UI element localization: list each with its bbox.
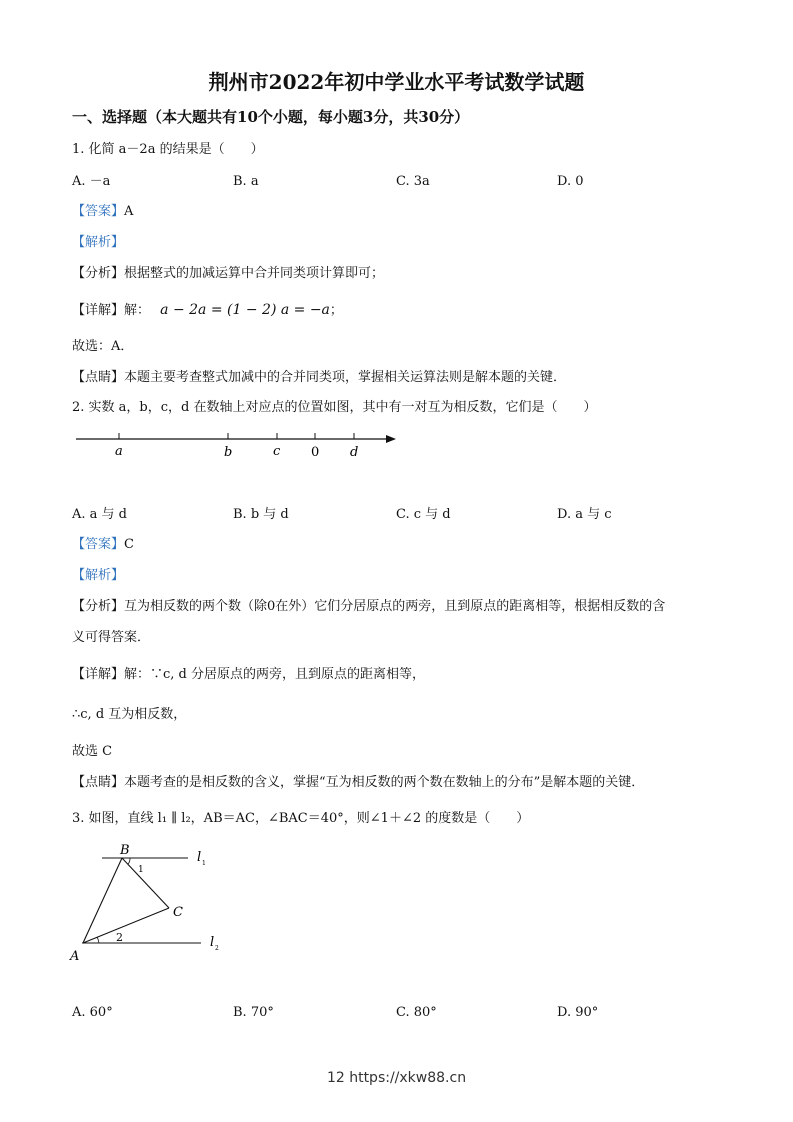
axis-label-c: c (273, 444, 281, 459)
answer-value: C (124, 537, 134, 552)
q1-guxuan: 故选：A． (72, 339, 134, 354)
label-a: A (70, 949, 80, 964)
fenxi-tag: 【分析】 (72, 266, 125, 281)
q1-option-d: D. 0 (557, 174, 584, 189)
dianjing-tag: 【点睛】 (72, 370, 125, 385)
angle-2-arc (97, 937, 99, 943)
q2-guxuan: 故选 C (72, 744, 113, 759)
q2-fenxi-line1 (72, 597, 665, 617)
dianjing-tag: 【点睛】 (72, 775, 125, 790)
xiangjie-math: a − 2a = (1 − 2) a = −a (160, 302, 330, 318)
q2-dianjing (72, 773, 644, 793)
q2-option-b: B. b 与 d (233, 507, 289, 522)
answer-value: A (124, 204, 134, 219)
page-footer: 12 https://xkw88.cn (326, 1070, 467, 1086)
q2-xiangjie (72, 665, 425, 685)
q3-option-a: A. 60° (72, 1005, 113, 1020)
q2-fenxi-line2: 义可得答案． (72, 630, 151, 645)
q3-option-c: C. 80° (396, 1005, 437, 1020)
q2-option-d: D. a 与 c (557, 507, 612, 522)
label-l2: l (210, 935, 215, 950)
geometry-figure (66, 838, 236, 968)
page-title: 荆州市2022年初中学业水平考试数学试题 (208, 70, 585, 94)
segment-bc (122, 858, 169, 908)
answer-tag: 【答案】 (72, 537, 125, 552)
angle-1-arc (128, 858, 130, 864)
q2-option-a: A. a 与 d (72, 507, 127, 522)
q1-xiangjie (72, 300, 343, 321)
q2-therefore: ∴c, d 互为相反数， (72, 707, 187, 722)
xiangjie-tag: 【详解】 (72, 303, 125, 318)
q1-fenxi (72, 264, 384, 284)
fenxi-text: 根据整式的加减运算中合并同类项计算即可； (124, 266, 385, 281)
q3-option-d: D. 90° (557, 1005, 599, 1020)
fenxi-text: 互为相反数的两个数（除0在外）它们分居原点的两旁，且到原点的距离相等，根据相反数的含 (124, 599, 666, 614)
q1-answer (72, 202, 133, 222)
number-line-arrow (386, 435, 396, 443)
q3-stem: 3. 如图，直线 l₁ ∥ l₂，AB＝AC，∠BAC＝40°，则∠1＋∠2 的度数是（ ） (72, 811, 530, 826)
axis-label-0: 0 (311, 445, 320, 460)
q2-option-c: C. c 与 d (396, 507, 451, 522)
dianjing-text: 本题考查的是相反数的含义，掌握“互为相反数的两个数在数轴上的分布”是解本题的关键． (124, 775, 645, 790)
answer-tag: 【答案】 (72, 204, 125, 219)
fenxi-tag: 【分析】 (72, 599, 125, 614)
label-l1-sub: 1 (202, 860, 206, 867)
q1-analysis-tag: 【解析】 (72, 235, 125, 250)
q1-option-c: C. 3a (396, 174, 430, 189)
label-angle-1: 1 (138, 865, 144, 875)
xiangjie-text: 解： (124, 303, 151, 318)
segment-ac (83, 908, 169, 943)
q1-option-a: A. －a (72, 174, 111, 189)
q1-stem: 1. 化简 a－2a 的结果是（ ） (72, 142, 264, 157)
section-heading: 一、选择题（本大题共有10个小题，每小题3分，共30分） (72, 108, 470, 126)
axis-label-d: d (350, 445, 359, 460)
label-angle-2: 2 (116, 931, 123, 944)
axis-label-a: a (115, 444, 123, 459)
label-l1: l (197, 850, 202, 865)
label-b: B (120, 843, 130, 858)
xiangjie-text: 解：∵c, d 分居原点的两旁，且到原点的距离相等， (124, 667, 426, 682)
q1-dianjing (72, 368, 566, 388)
q2-answer (72, 535, 134, 555)
q2-analysis-tag: 【解析】 (72, 568, 125, 583)
label-c: C (173, 905, 183, 920)
q3-option-b: B. 70° (233, 1005, 274, 1020)
label-l2-sub: 2 (215, 945, 219, 952)
xiangjie-end: ； (329, 303, 343, 318)
q2-stem: 2. 实数 a，b，c，d 在数轴上对应点的位置如图，其中有一对互为相反数，它们是（ ） (72, 400, 597, 415)
number-line-figure (72, 428, 402, 464)
xiangjie-tag: 【详解】 (72, 667, 125, 682)
dianjing-text: 本题主要考查整式加减中的合并同类项，掌握相关运算法则是解本题的关键． (124, 370, 567, 385)
axis-label-b: b (224, 445, 233, 460)
q1-option-b: B. a (233, 174, 259, 189)
